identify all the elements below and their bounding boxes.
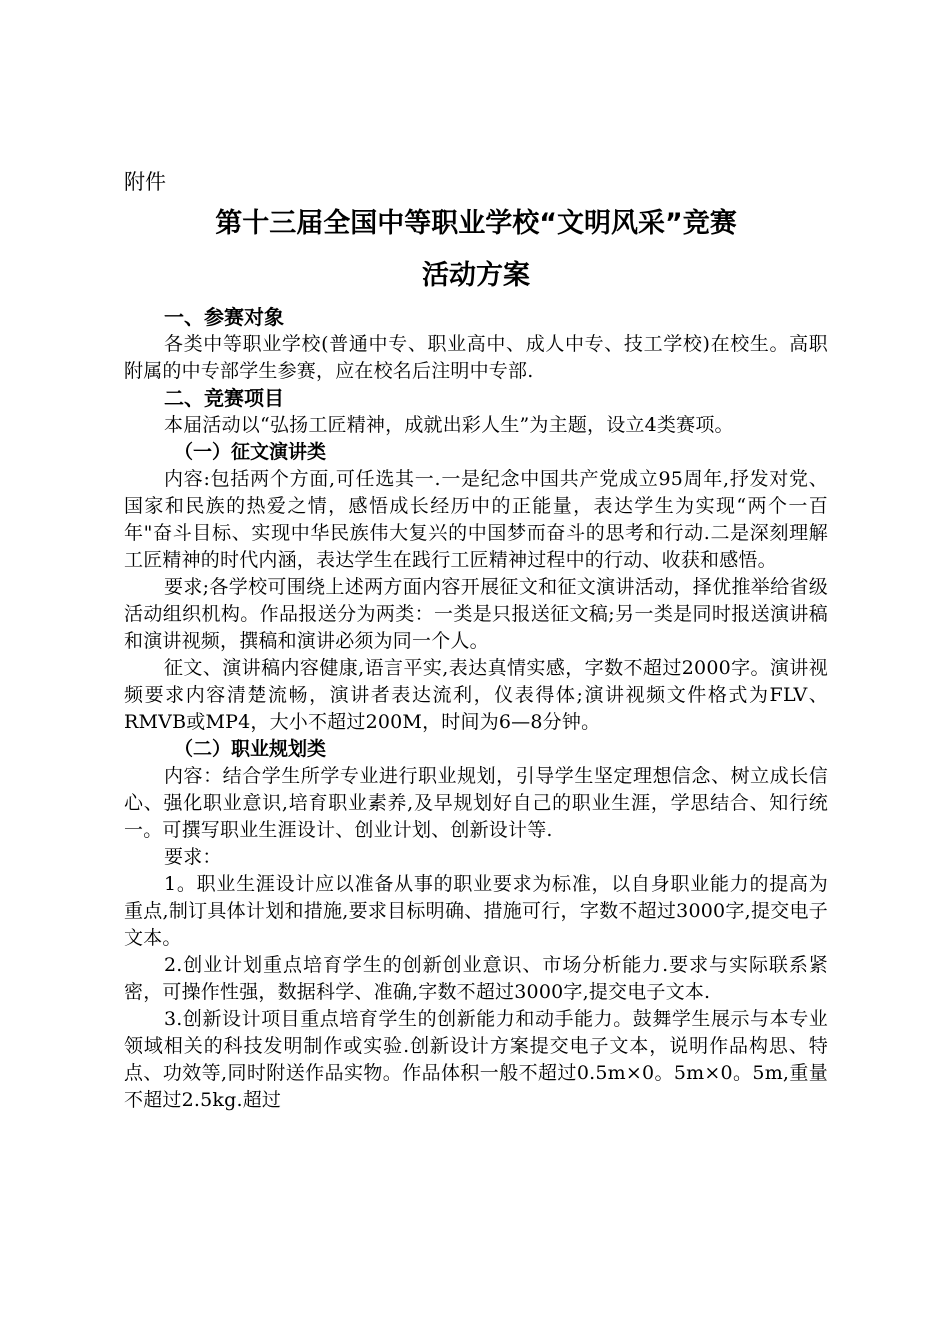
section-heading: 一、参赛对象 xyxy=(164,305,284,329)
paragraph: 3.创新设计项目重点培育学生的创新能力和动手能力。鼓舞学生展示与本专业领域相关的科技发明制作或实验.创新设计方案提交电子文本，说明作品构思、特点、功效等,同时附送作品实物。作品体积一般不超过0.5m×0。5m×0。5m,重量不超过2.5kg.超过 xyxy=(124,1008,828,1111)
section-heading: 二、竞赛项目 xyxy=(164,386,284,410)
attachment-label: 附件 xyxy=(124,170,166,194)
document-title-line-2: 活动方案 xyxy=(422,260,530,291)
paragraph: 征文、演讲稿内容健康,语言平实,表达真情实感，字数不超过2000字。演讲视频要求内容清楚流畅，演讲者表达流利，仪表得体;演讲视频文件格式为FLV、RMVB或MP4，大小不超过200M，时间为6—8分钟。 xyxy=(124,657,828,733)
paragraph: 要求;各学校可围绕上述两方面内容开展征文和征文演讲活动，择优推举给省级活动组织机构。作品报送分为两类：一类是只报送征文稿;另一类是同时报送演讲稿和演讲视频，撰稿和演讲必须为同一个人。 xyxy=(124,576,828,652)
document-body xyxy=(124,304,828,1114)
paragraph: 内容：结合学生所学专业进行职业规划，引导学生坚定理想信念、树立成长信心、强化职业意识,培育职业素养,及早规划好自己的职业生涯，学思结合、知行统一。可撰写职业生涯设计、创业计划、创新设计等. xyxy=(124,765,828,841)
paragraph: 各类中等职业学校(普通中专、职业高中、成人中专、技工学校)在校生。高职附属的中专部学生参赛，应在校名后注明中专部. xyxy=(124,333,828,382)
paragraph: 本届活动以“弘扬工匠精神，成就出彩人生”为主题，设立4类赛项。 xyxy=(164,414,734,436)
paragraph: 要求： xyxy=(164,846,222,868)
paragraph: 1。职业生涯设计应以准备从事的职业要求为标准，以自身职业能力的提高为重点,制订具体计划和措施,要求目标明确、措施可行，字数不超过3000字,提交电子文本。 xyxy=(124,873,828,949)
subsection-heading: （二）职业规划类 xyxy=(174,738,327,760)
subsection-heading: （一）征文演讲类 xyxy=(174,441,327,463)
document-title-line-1: 第十三届全国中等职业学校“文明风采”竞赛 xyxy=(215,208,737,239)
paragraph: 2.创业计划重点培育学生的创新创业意识、市场分析能力.要求与实际联系紧密，可操作性强，数据科学、准确,字数不超过3000字,提交电子文本. xyxy=(124,954,828,1003)
document-page xyxy=(124,168,828,1114)
paragraph: 内容:包括两个方面,可任选其一.一是纪念中国共产党成立95周年,抒发对党、国家和民族的热爱之情，感悟成长经历中的正能量，表达学生为实现“两个一百年"奋斗目标、实现中华民族伟大复兴的中国梦而奋斗的思考和行动.二是深刻理解工匠精神的时代内涵，表达学生在践行工匠精神过程中的行动、收获和感悟。 xyxy=(124,468,828,571)
